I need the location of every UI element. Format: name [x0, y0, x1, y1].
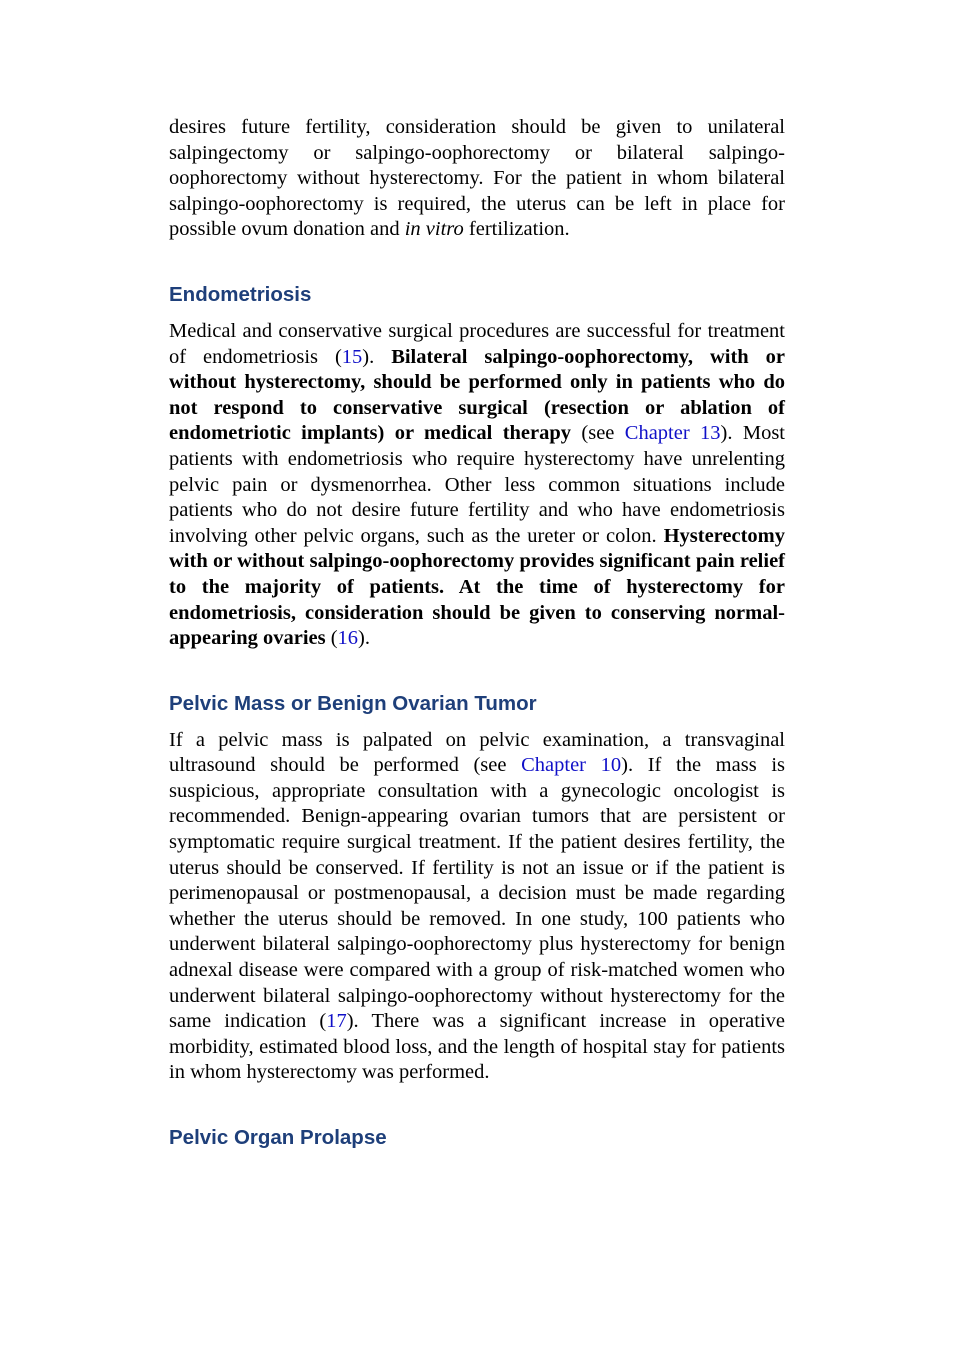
pelvic-mass-text-1: If a pelvic mass is palpated on pelvic examination, a transvaginal ultrasound should be performed (see — [169, 728, 785, 777]
endometriosis-text-1: Medical and conservative surgical procedures are successful for treatment of endometriosis ( — [169, 319, 785, 368]
reference-link-17[interactable]: 17 — [326, 1010, 347, 1033]
chapter-10-link[interactable]: Chapter 10 — [521, 754, 622, 777]
endometriosis-text-3: (see — [571, 422, 625, 445]
pelvic-mass-text-3: ). There was a significant increase in operative morbidity, estimated blood loss, and the length of hospital stay for patients in whom hysterectomy was performed. — [169, 1010, 786, 1084]
reference-link-15[interactable]: 15 — [341, 345, 363, 368]
endometriosis-bold-1: Bilateral salpingo-oophorectomy, with or without hysterectomy, should be performed only in patients who do not respond to conservative surgical (resection or ablation of endometriotic implants) or medical therapy — [169, 345, 785, 445]
heading-endometriosis: Endometriosis — [169, 282, 312, 306]
reference-link-16[interactable]: 16 — [337, 627, 359, 650]
pelvic-mass-text-2: ). If the mass is suspicious, appropriate consultation with a gynecologic oncologist is recommended. Benign-appearing ovarian tumors that are persistent or symptomatic require surgical treatment. If the patient desires fertility, the uterus should be conserved. If fertility is not an issue or if the patient is perimenopausal or postmenopausal, a decision must be made regarding whether the uterus should be removed. In one study, 100 patients who underwent bilateral salpingo-oophorectomy plus hysterectomy for benign adnexal disease were compared with a group of risk-matched women who underwent bilateral salpingo-oophorectomy without hysterectomy for the same indication ( — [169, 754, 785, 1033]
endometriosis-text-6: ). — [358, 627, 370, 650]
chapter-13-link[interactable]: Chapter 13 — [624, 422, 721, 445]
intro-text-2: fertilization. — [463, 218, 570, 241]
intro-paragraph — [169, 115, 785, 243]
endometriosis-text-4: ). Most patients with endometriosis who require hysterectomy have unrelenting pelvic pain or dysmenorrhea. Other less common situations include patients who do not desire future fertility and who have endometriosis involving other pelvic organs, such as the ureter or colon. — [169, 422, 785, 547]
heading-pelvic-mass: Pelvic Mass or Benign Ovarian Tumor — [169, 691, 537, 715]
endometriosis-text-5: ( — [325, 627, 338, 650]
intro-text-1: desires future fertility, consideration should be given to unilateral salpingectomy or salpingo-oophorectomy or bilateral salpingo-oophorectomy without hysterectomy. For the patient in whom bilateral salpingo-oophorectomy is required, the uterus can be left in place for possible ovum donation and — [169, 116, 785, 241]
pelvic-mass-paragraph — [169, 728, 785, 1086]
document-page — [169, 115, 785, 1150]
heading-pelvic-organ-prolapse: Pelvic Organ Prolapse — [169, 1126, 387, 1149]
endometriosis-text-2: ). — [362, 345, 392, 368]
endometriosis-bold-2: Hysterectomy with or without salpingo-oophorectomy provides significant pain relief to the majority of patients. At the time of hysterectomy for endometriosis, consideration should be given to conserving normal-appearing ovaries — [169, 524, 785, 650]
intro-italic-in-vitro: in vitro — [404, 218, 464, 241]
endometriosis-paragraph — [169, 319, 785, 652]
